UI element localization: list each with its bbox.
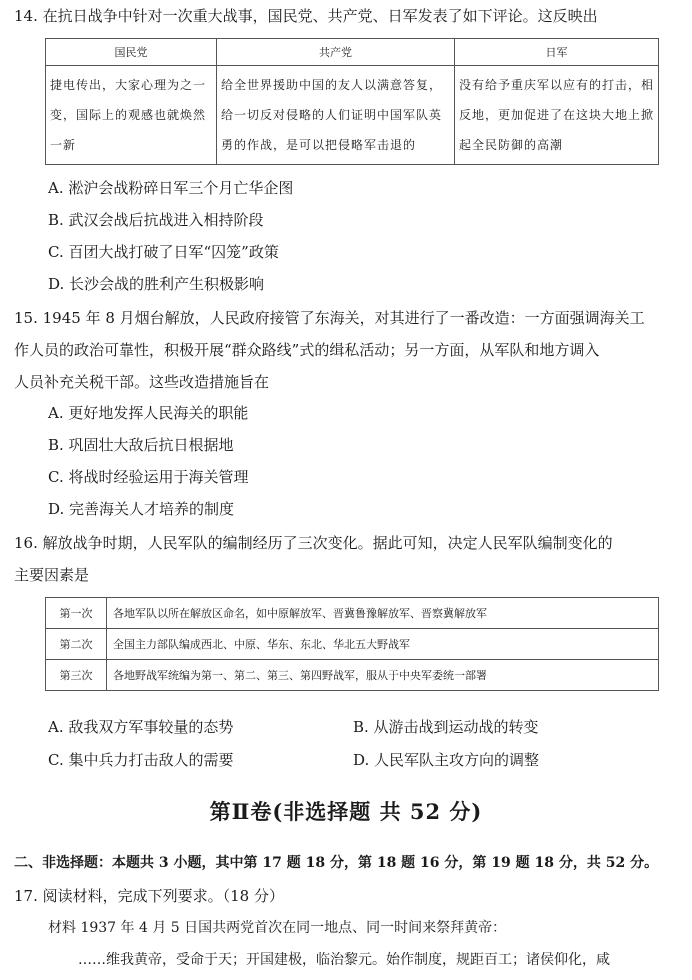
q16-table-row [46, 660, 659, 691]
q14-option-d[interactable]: D. 长沙会战的胜利产生积极影响 [48, 275, 265, 293]
q17-material-text: ……维我黄帝，受命于天；开国建极，临治黎元。始作制度，规距百工；诸侯仰化，咸 [78, 952, 610, 968]
q14-option-b[interactable]: B. 武汉会战后抗战进入相持阶段 [48, 211, 264, 229]
q16-table-row [46, 598, 659, 629]
q16-table-row [46, 629, 659, 660]
q15-stem-line-2: 作人员的政治可靠性，积极开展“群众路线”式的缉私活动；另一方面，从军队和地方调入 [14, 341, 600, 359]
q16-row-label: 第三次 [46, 660, 107, 691]
q14-table [45, 38, 659, 165]
section-title: 第Ⅱ卷(非选择题 共 52 分) [209, 799, 483, 824]
q16-option-a[interactable]: A. 敌我双方军事较量的态势 [48, 718, 234, 736]
q16-option-b[interactable]: B. 从游击战到运动战的转变 [353, 718, 539, 736]
q15-option-a[interactable]: A. 更好地发挥人民海关的职能 [48, 404, 249, 422]
q16-table [45, 597, 659, 691]
q15-stem-line-1: 15. 1945 年 8 月烟台解放，人民政府接管了东海关，对其进行了一番改造：一方面强调海关工 [14, 309, 645, 327]
q16-option-d[interactable]: D. 人民军队主攻方向的调整 [353, 751, 540, 769]
q16-row-text: 全国主力部队编成西北、中原、华东、东北、华北五大野战军 [107, 629, 659, 660]
q14-cell-japan: 没有给予重庆军以应有的打击，相反地，更加促进了在这块大地上掀起全民防御的高潮 [455, 66, 659, 165]
q14-option-c[interactable]: C. 百团大战打破了日军“囚笼”政策 [48, 243, 279, 261]
q16-option-c[interactable]: C. 集中兵力打击敌人的需要 [48, 751, 234, 769]
q14-header-japan: 日军 [455, 39, 659, 66]
q15-stem-line-3: 人员补充关税干部。这些改造措施旨在 [14, 373, 270, 391]
q16-stem-line-2: 主要因素是 [14, 566, 90, 584]
q16-row-text: 各地野战军统编为第一、第二、第三、第四野战军，服从于中央军委统一部署 [107, 660, 659, 691]
q16-row-label: 第一次 [46, 598, 107, 629]
q15-option-d[interactable]: D. 完善海关人才培养的制度 [48, 500, 235, 518]
q14-cell-cpc: 给全世界援助中国的友人以满意答复，给一切反对侵略的人们证明中国军队英勇的作战，是可以把侵略军击退的 [217, 66, 455, 165]
q14-option-a[interactable]: A. 淞沪会战粉碎日军三个月亡华企图 [48, 179, 294, 197]
q16-stem-line-1: 16. 解放战争时期，人民军队的编制经历了三次变化。据此可知，决定人民军队编制变化的 [14, 534, 613, 552]
q15-option-b[interactable]: B. 巩固壮大敌后抗日根据地 [48, 436, 234, 454]
q17-stem: 17. 阅读材料，完成下列要求。（18 分） [14, 887, 284, 905]
q17-material-intro: 材料 1937 年 4 月 5 日国共两党首次在同一地点、同一时间来祭拜黄帝： [48, 920, 507, 936]
q14-cell-kmt: 捷电传出，大家心理为之一变，国际上的观感也就焕然一新 [46, 66, 217, 165]
q16-row-text: 各地军队以所在解放区命名，如中原解放军、晋冀鲁豫解放军、晋察冀解放军 [107, 598, 659, 629]
q14-header-cpc: 共产党 [217, 39, 455, 66]
q15-option-c[interactable]: C. 将战时经验运用于海关管理 [48, 468, 249, 486]
q14-header-kmt: 国民党 [46, 39, 217, 66]
q14-stem: 14. 在抗日战争中针对一次重大战事，国民党、共产党、日军发表了如下评论。这反映出 [14, 7, 598, 25]
section-description: 二、非选择题：本题共 3 小题，其中第 17 题 18 分，第 18 题 16 分，第 19 题 18 分，共 52 分。 [14, 855, 659, 871]
q16-row-label: 第二次 [46, 629, 107, 660]
